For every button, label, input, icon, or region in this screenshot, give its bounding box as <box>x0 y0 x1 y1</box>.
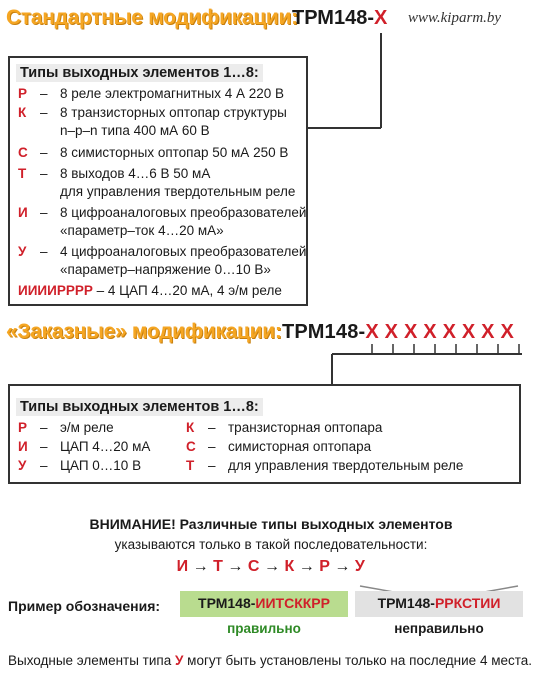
list-item-continuation: «параметр–напряжение 0…10 В» <box>60 262 271 277</box>
special-code: ИИИИРРРР <box>18 283 93 298</box>
sequence-item: С <box>247 558 260 575</box>
special-item <box>18 282 282 299</box>
standard-model-prefix: ТРМ148- <box>292 7 374 29</box>
standard-heading: Стандартные модификации: <box>6 6 298 29</box>
warning-subtitle: указываются только в такой последовательности: <box>114 537 428 552</box>
verdict-correct: правильно <box>227 621 301 636</box>
standard-model-suffix: Х <box>373 7 388 29</box>
sequence-item: У <box>354 558 366 575</box>
custom-model <box>282 321 514 344</box>
special-text: – 4 ЦАП 4…20 мА, 4 э/м реле <box>96 283 282 298</box>
list-item-continuation: n–p–n типа 400 мА 60 В <box>60 123 210 138</box>
verdict-incorrect: неправильно <box>394 621 484 636</box>
example-correct: ТРМ148-ИИТСККРР <box>180 591 348 617</box>
custom-box-title: Типы выходных элементов 1…8: <box>16 398 263 416</box>
sequence-row <box>0 558 542 576</box>
example-label: Пример обозначения: <box>8 598 161 614</box>
sequence-item: Р <box>319 558 331 575</box>
standard-box-title: Типы выходных элементов 1…8: <box>16 64 263 82</box>
list-item-continuation: для управления твердотельным реле <box>60 184 296 199</box>
sequence-item: К <box>284 558 295 575</box>
arrow-icon: → <box>263 558 281 575</box>
sequence-item: И <box>176 558 189 575</box>
warning-title: ВНИМАНИЕ! Различные типы выходных элементов <box>89 516 453 532</box>
footer-note: Выходные элементы типа У могут быть установлены только на последние 4 места. <box>8 653 533 668</box>
arrow-icon: → <box>192 558 210 575</box>
list-item-continuation: «параметр–ток 4…20 мА» <box>60 223 224 238</box>
custom-output-types-box: Типы выходных элементов 1…8: Р – э/м реле И – ЦАП 4…20 мА У – ЦАП 0…10 В К – транзисторная оптопара С – симисторная оптопара Т – для управления твердотельным реле <box>8 384 521 484</box>
sequence-item: Т <box>213 558 224 575</box>
arrow-icon: → <box>227 558 244 575</box>
custom-heading: «Заказные» модификации: <box>6 320 282 343</box>
arrow-icon: → <box>334 558 351 575</box>
custom-model-suffix: Х Х Х Х Х Х Х Х <box>365 321 515 343</box>
standard-output-types-box: Типы выходных элементов 1…8: Р – 8 реле электромагнитных 4 А 220 В К – 8 транзисторных оптопар структуры n–p–n типа 400 мА 60 В С – 8 симисторных оптопар 50 мА 250 В Т – 8 выходов 4…6 В 50 мА для управления твердотельным реле И – 8 цифроаналоговых преобразователей «параметр–ток 4…20 мА» У – 4 цифроаналоговых преобразователей «параметр–напряжение 0…10 В» ИИИИРРРР – 4 ЦАП 4…20 мА, 4 э/м реле <box>8 56 308 306</box>
website-watermark: www.kiparm.by <box>408 10 502 26</box>
example-incorrect: ТРМ148-РРКСТИИ <box>355 591 523 617</box>
custom-model-prefix: ТРМ148- <box>282 321 366 343</box>
arrow-icon: → <box>298 558 316 575</box>
